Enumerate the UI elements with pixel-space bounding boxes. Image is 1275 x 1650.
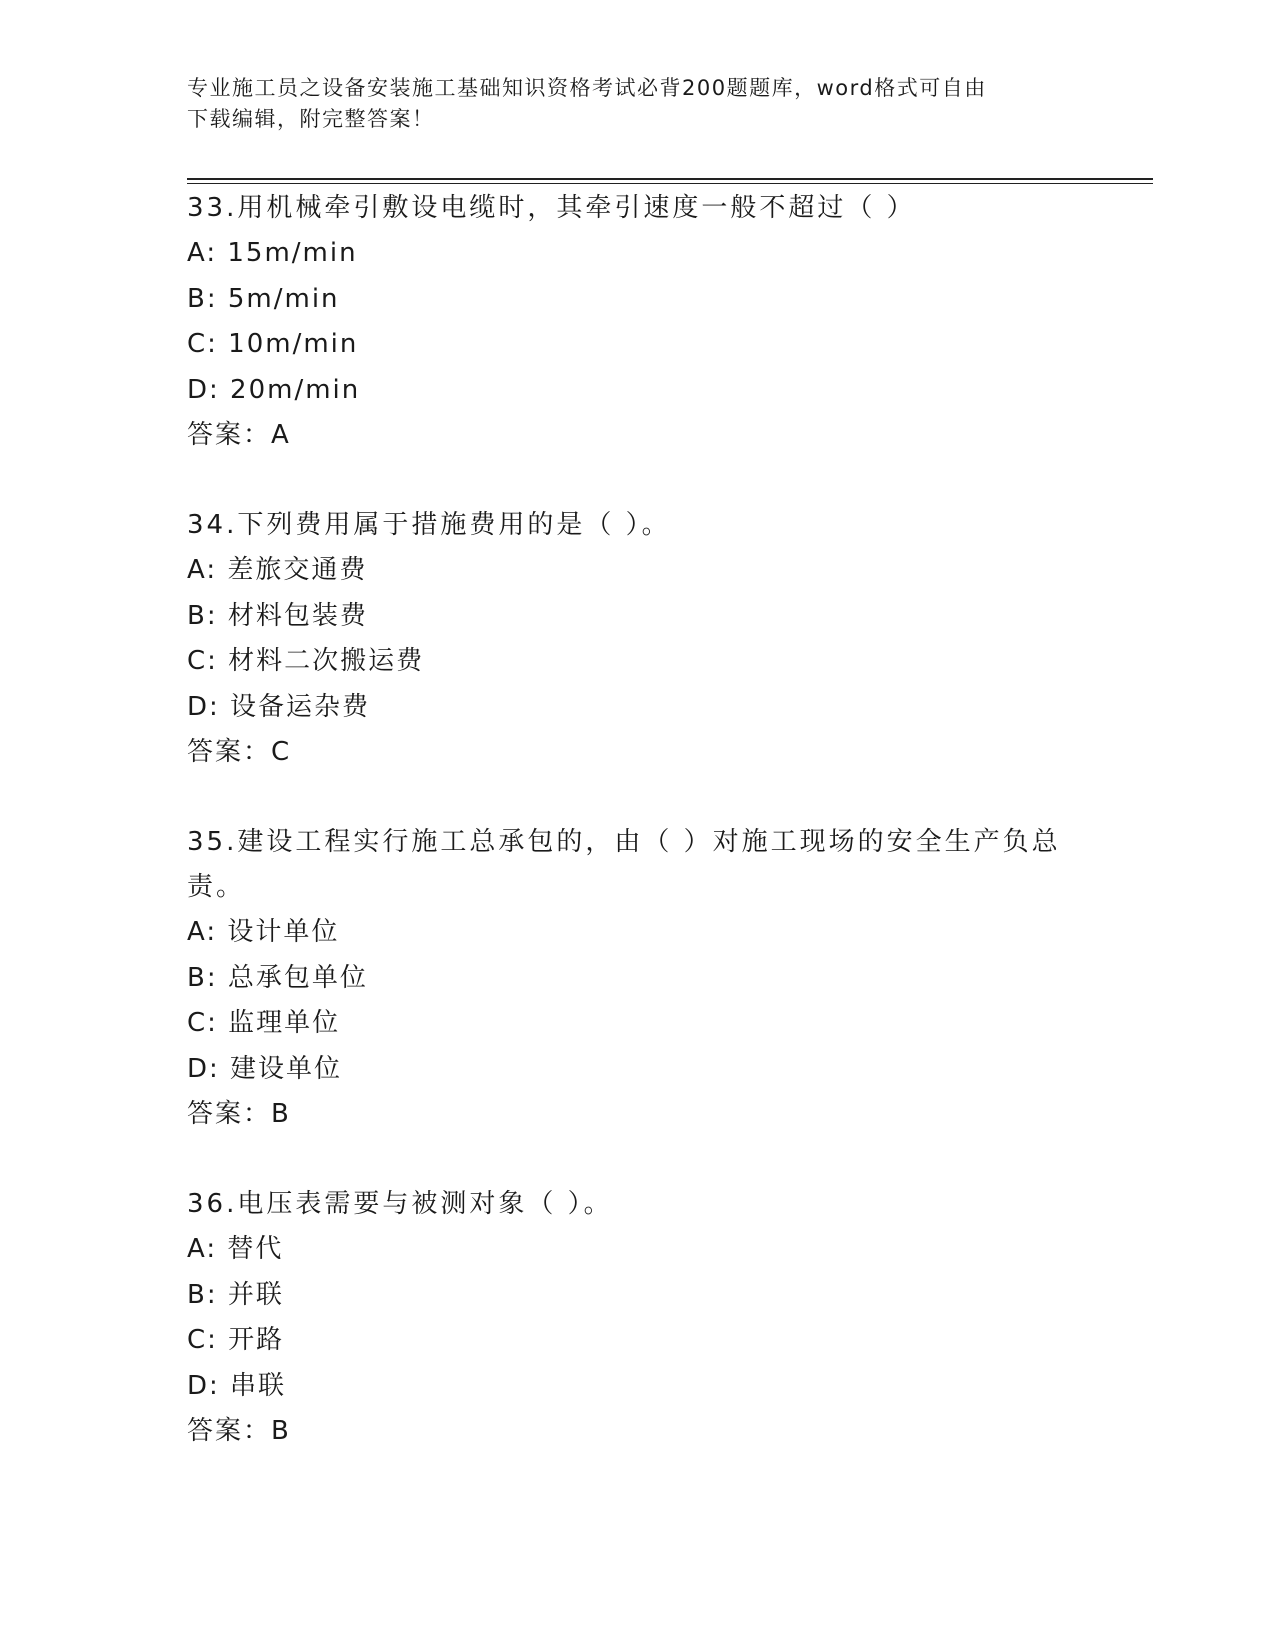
option-b: B: 5m/min — [187, 283, 340, 314]
answer-line: 答案：A — [187, 420, 291, 450]
option-a: A: 15m/min — [187, 238, 358, 268]
question-33 — [187, 186, 1067, 458]
question-text: 35.建设工程实行施工总承包的，由（ ）对施工现场的安全生产负总责。 — [187, 827, 1061, 902]
document-header — [187, 73, 1067, 135]
option-b: B: 总承包单位 — [187, 962, 368, 993]
option-c: C: 开路 — [187, 1325, 285, 1355]
option-c: C: 材料二次搬运费 — [187, 646, 425, 676]
option-d: D: 设备运杂费 — [187, 691, 371, 722]
question-text: 34.下列费用属于措施费用的是（ ）。 — [187, 510, 671, 540]
option-d: D: 20m/min — [187, 374, 361, 405]
header-line-2: 下载编辑，附完整答案！ — [187, 107, 435, 131]
option-c: C: 10m/min — [187, 329, 359, 359]
option-a: A: 替代 — [187, 1234, 284, 1264]
question-text: 36.电压表需要与被测对象（ ）。 — [187, 1189, 613, 1219]
question-34 — [187, 503, 1067, 775]
question-list — [187, 186, 1067, 1499]
option-d: D: 建设单位 — [187, 1053, 343, 1084]
answer-line: 答案：B — [187, 1099, 291, 1129]
option-b: B: 材料包装费 — [187, 600, 368, 631]
question-text: 33.用机械牵引敷设电缆时，其牵引速度一般不超过（ ） — [187, 193, 916, 223]
header-line-1: 专业施工员之设备安装施工基础知识资格考试必背200题题库，word格式可自由 — [187, 76, 987, 100]
answer-line: 答案：C — [187, 737, 292, 767]
header-divider-thin — [187, 183, 1153, 184]
option-b: B: 并联 — [187, 1279, 284, 1310]
question-35 — [187, 820, 1067, 1137]
option-d: D: 串联 — [187, 1370, 287, 1401]
option-c: C: 监理单位 — [187, 1008, 341, 1038]
option-a: A: 设计单位 — [187, 917, 340, 947]
option-a: A: 差旅交通费 — [187, 555, 368, 585]
question-36 — [187, 1182, 1067, 1454]
header-divider-thick — [187, 178, 1153, 180]
answer-line: 答案：B — [187, 1416, 291, 1446]
